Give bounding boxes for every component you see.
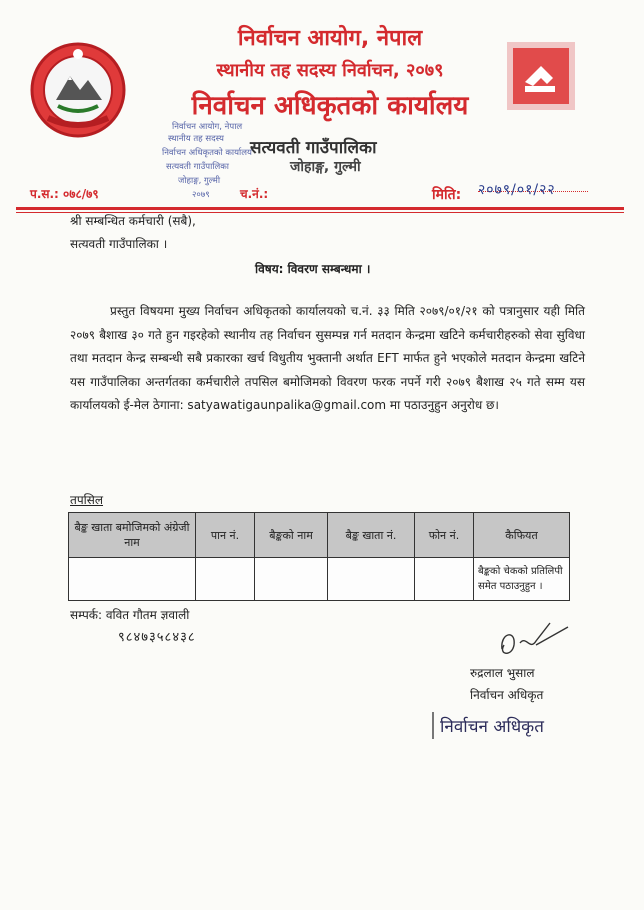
col-header-pan: पान नं.	[196, 513, 255, 558]
stamp-line-5: जोहाङ्ग, गुल्मी	[178, 176, 221, 186]
col-header-english-name: बैङ्क खाता बमोजिमको अंग्रेजी नाम	[69, 513, 196, 558]
signatory-title: निर्वाचन अधिकृत	[470, 688, 544, 702]
cell-phone	[415, 558, 474, 601]
stamp-line-1: निर्वाचन आयोग, नेपाल	[172, 122, 243, 132]
cell-bank-name	[255, 558, 328, 601]
contact-phone: ९८४७३५८४३८	[118, 630, 196, 645]
table-header-row	[69, 513, 570, 558]
date-value: २०७९/०१/२२	[478, 182, 556, 198]
table-row	[69, 558, 570, 601]
header-election-name: स्थानीय तह सदस्य निर्वाचन, २०७९	[216, 60, 444, 81]
reference-number: प.स.: ०७८/७९	[30, 187, 99, 201]
details-table	[68, 512, 570, 601]
cell-english-name	[69, 558, 196, 601]
table-caption: तपसिल	[70, 493, 104, 507]
header-municipality: सत्यवती गाउँपालिका	[250, 138, 377, 158]
col-header-account-no: बैङ्क खाता नं.	[328, 513, 415, 558]
stamp-line-4: सत्यवती गाउँपालिका	[166, 162, 229, 172]
cell-account-no	[328, 558, 415, 601]
stamp-line-2: स्थानीय तह सदस्य	[168, 134, 224, 144]
contact-person: सम्पर्क: ववित गौतम ज्ञवाली	[70, 608, 190, 622]
dispatch-number-label: च.नं.:	[240, 187, 269, 201]
letter-subject: विषय: विवरण सम्बन्धमा ।	[255, 262, 371, 276]
header-location: जोहाङ्ग, गुल्मी	[290, 159, 361, 175]
nepal-emblem-icon	[28, 40, 128, 140]
cell-remarks: बैङ्कको चेकको प्रतिलिपी समेत पठाउनुहुन ।	[474, 558, 570, 601]
cell-pan	[196, 558, 255, 601]
date-label: मिति:	[432, 187, 462, 203]
addressee-line-1: श्री सम्बन्धित कर्मचारी (सबै),	[70, 214, 196, 228]
letter-body-paragraph: प्रस्तुत विषयमा मुख्य निर्वाचन अधिकृतको कार्यालयको च.नं. ३३ मिति २०७९/०१/२१ को पत्रानुसार यही मिति २०७९ बैशाख ३० गते हुन गइरहेको स्थानीय तह निर्वाचन सुसम्पन्न गर्न मतदान केन्द्रमा खटिने कर्मचारीहरुको सेवा सुविधा तथा मतदान केन्द्र सम्बन्धी सबै प्रकारका खर्च विधुतीय भुक्तानी अर्थात EFT मार्फत हुने भएकोले मतदान केन्द्रमा खटिने यस गाउँपालिका अन्तर्गतका कर्मचारीले तपसिल बमोजिमको विवरण फरक नपर्ने गरी २०७९ बैशाख २५ गते सम्म यस कार्यालयको ई-मेल ठेगाना: satyawatigaunpalika@gmail.com मा पठाउनुहुन अनुरोध छ।	[70, 304, 585, 412]
col-header-remarks: कैफियत	[474, 513, 570, 558]
header-commission-name: निर्वाचन आयोग, नेपाल	[237, 26, 423, 51]
officer-rubber-stamp: निर्वाचन अधिकृत	[432, 712, 550, 739]
header-office-name: निर्वाचन अधिकृतको कार्यालय	[191, 91, 469, 121]
handwritten-signature	[490, 615, 580, 663]
stamp-line-6: २०७९	[192, 190, 210, 200]
col-header-phone: फोन नं.	[415, 513, 474, 558]
stamp-line-3: निर्वाचन अधिकृतको कार्यालय	[162, 148, 252, 158]
signatory-name: रुद्रलाल भुसाल	[470, 666, 535, 680]
addressee-line-2: सत्यवती गाउँपालिका ।	[70, 237, 168, 251]
col-header-bank-name: बैङ्कको नाम	[255, 513, 328, 558]
